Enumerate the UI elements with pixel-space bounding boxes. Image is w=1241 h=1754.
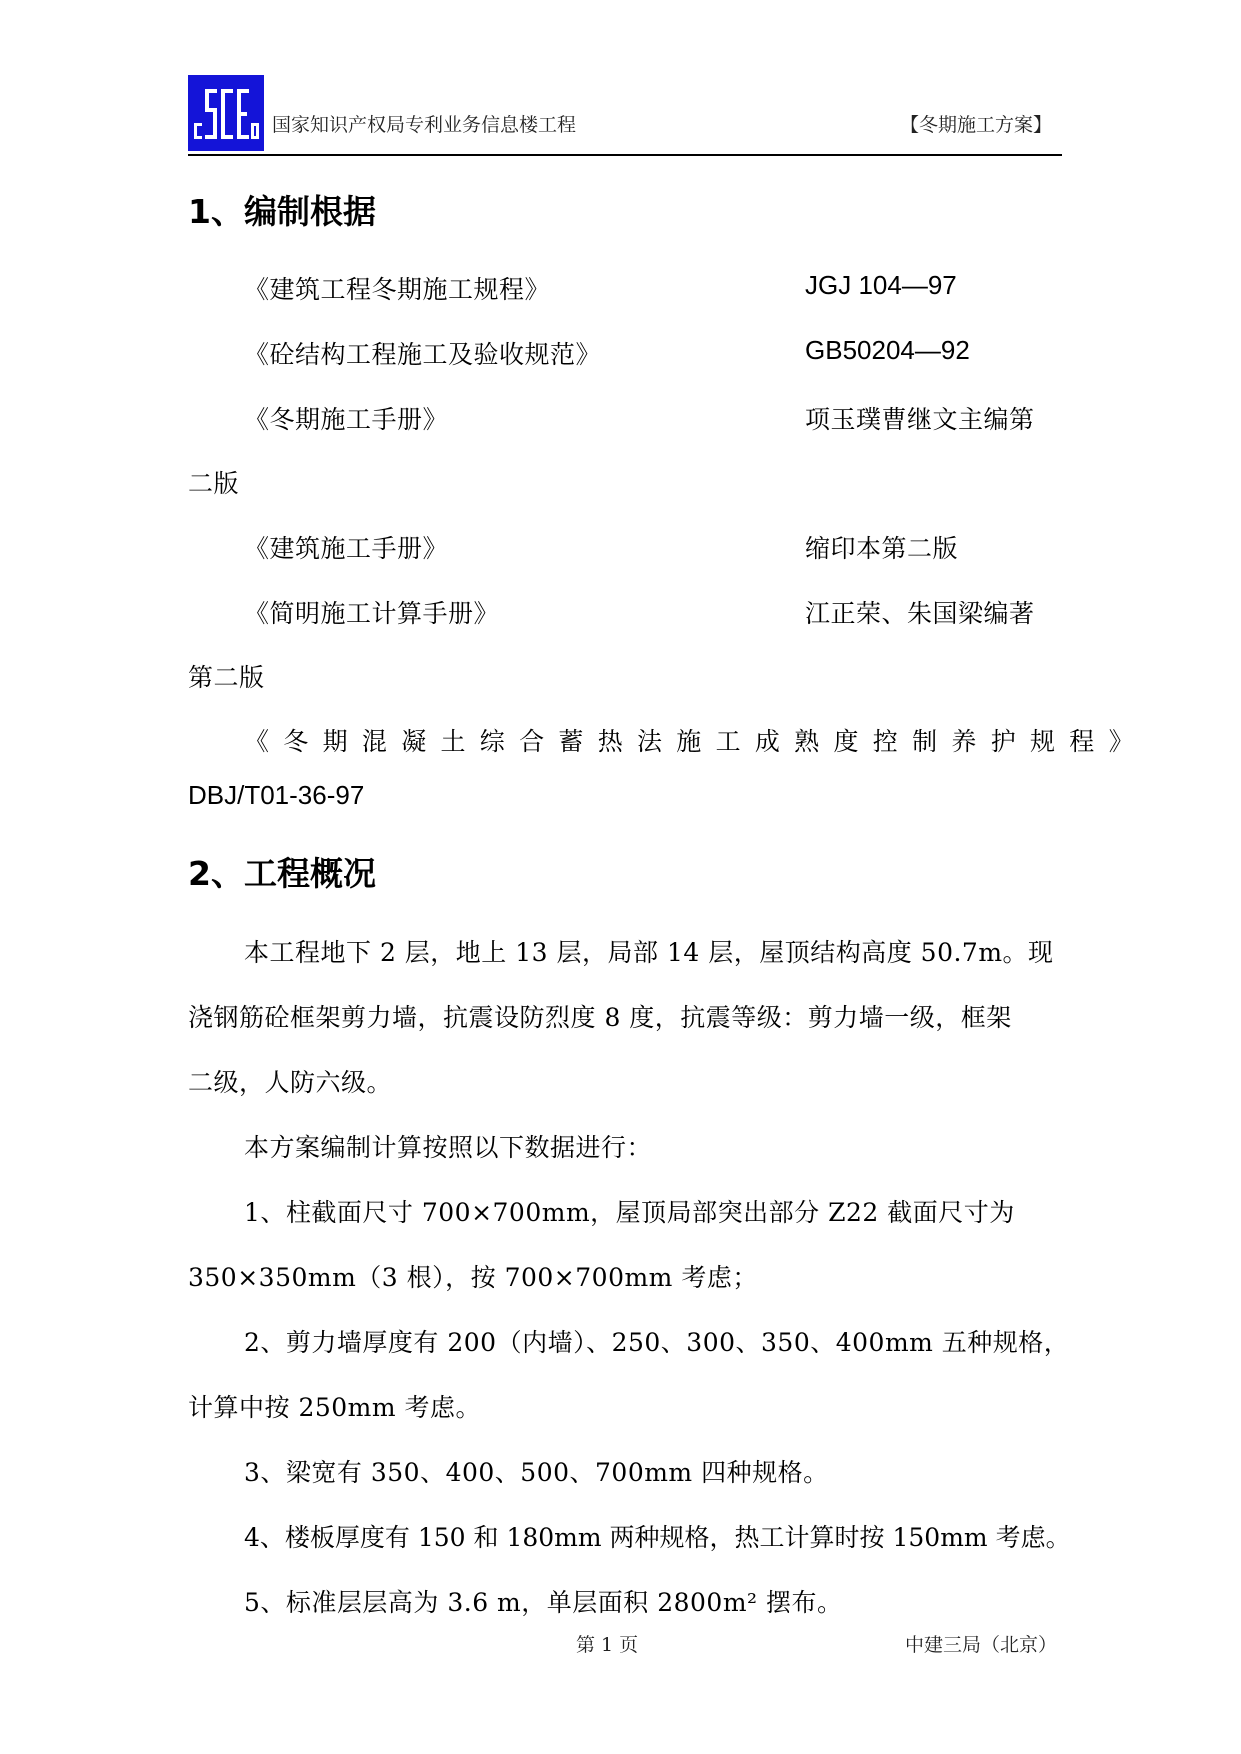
list-item-continuation: 350×350mm（3 根），按 700×700mm 考虑； [188, 1263, 758, 1292]
page-number: 第 1 页 [576, 1634, 639, 1656]
header-divider [188, 154, 1062, 156]
footer-company: 中建三局（北京） [905, 1634, 1058, 1656]
section-1-heading: 1、编制根据 [188, 192, 376, 231]
reference-code: 项玉璞曹继文主编第 [805, 405, 1035, 434]
paragraph-line: 浇钢筋砼框架剪力墙，抗震设防烈度 8 度，抗震等级：剪力墙一级，框架 [188, 1003, 1012, 1032]
list-item: 5、标准层层高为 3.6 m，单层面积 2800m² 摆布。 [244, 1588, 843, 1617]
header-document-type: 【冬期施工方案】 [900, 114, 1053, 136]
list-item: 3、梁宽有 350、400、500、700mm 四种规格。 [244, 1458, 829, 1487]
reference-code: 缩印本第二版 [805, 534, 959, 563]
list-item: 4、楼板厚度有 150 和 180mm 两种规格，热工计算时按 150mm 考虑。 [244, 1523, 1071, 1552]
reference-name: 《冬期施工手册》 [244, 405, 449, 434]
company-logo [188, 75, 264, 151]
cscec-logo-icon [188, 75, 264, 151]
reference-name: 《建筑施工手册》 [244, 534, 449, 563]
reference-continuation: DBJ/T01-36-97 [188, 780, 365, 810]
reference-name: 《冬期混凝土综合蓄热法施工成熟度控制养护规程》 [244, 727, 1148, 756]
header-project-title: 国家知识产权局专利业务信息楼工程 [272, 114, 577, 136]
list-item: 1、柱截面尺寸 700×700mm，屋顶局部突出部分 Z22 截面尺寸为 [244, 1198, 1015, 1227]
reference-name: 《砼结构工程施工及验收规范》 [244, 340, 602, 369]
reference-code: 江正荣、朱国梁编著 [805, 599, 1035, 628]
list-item-continuation: 计算中按 250mm 考虑。 [188, 1393, 482, 1422]
paragraph-line: 二级，人防六级。 [188, 1068, 393, 1097]
reference-code: GB50204—92 [805, 335, 970, 365]
reference-continuation: 第二版 [188, 663, 265, 692]
reference-continuation: 二版 [188, 469, 240, 498]
list-item: 2、剪力墙厚度有 200（内墙）、250、300、350、400mm 五种规格， [244, 1328, 1070, 1357]
paragraph-line: 本方案编制计算按照以下数据进行： [244, 1133, 653, 1162]
reference-name: 《简明施工计算手册》 [244, 599, 500, 628]
section-2-heading: 2、工程概况 [188, 854, 376, 893]
reference-code: JGJ 104—97 [805, 270, 957, 300]
paragraph-line: 本工程地下 2 层，地上 13 层，局部 14 层，屋顶结构高度 50.7m。现 [244, 938, 1054, 967]
reference-name: 《建筑工程冬期施工规程》 [244, 275, 551, 304]
